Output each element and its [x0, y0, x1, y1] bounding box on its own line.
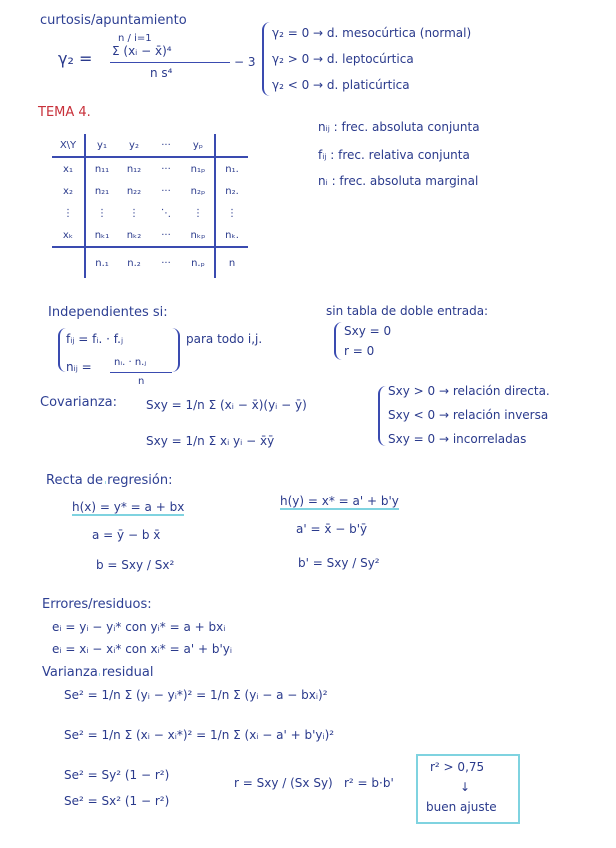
- r-squared: r² = b·b': [344, 776, 394, 790]
- cov-brace: [378, 386, 386, 446]
- indep-line2-den: n: [138, 376, 145, 387]
- table-cell: xₖ: [52, 224, 85, 247]
- box-top: r² > 0,75: [430, 760, 485, 774]
- indep-side-line-0: Sxy = 0: [344, 324, 392, 338]
- tema-label: TEMA 4.: [38, 105, 91, 120]
- recta-right-1: a' = x̄ − b'ȳ: [296, 522, 368, 536]
- curtosis-tail: − 3: [234, 55, 256, 69]
- table-cell: [52, 247, 85, 278]
- table-cell: n₁₂: [126, 163, 142, 175]
- table-cell: nₖ.: [225, 229, 239, 241]
- cov-case-1: Sxy < 0 → relación inversa: [388, 408, 549, 422]
- cov-case-0: Sxy > 0 → relación directa.: [388, 384, 550, 398]
- indep-side-title: sin tabla de doble entrada:: [326, 304, 489, 318]
- table-row: [52, 202, 248, 224]
- table-cell: x₁: [52, 157, 85, 180]
- indep-heading: Independientes si:: [48, 305, 168, 320]
- curtosis-case-1: γ₂ > 0 → d. leptocúrtica: [272, 52, 414, 66]
- table-cell: ⋮: [97, 207, 107, 219]
- table-cell: X\Y: [52, 134, 85, 157]
- recta-right-0: h(y) = x* = a' + b'y: [280, 494, 399, 508]
- down-arrow-icon: ↓: [460, 780, 471, 794]
- table-cell: y₂: [118, 134, 150, 157]
- varres-line-2: Se² = Sy² (1 − r²): [64, 768, 170, 782]
- cov-case-2: Sxy = 0 → incorreladas: [388, 432, 527, 446]
- recta-left-0: h(x) = y* = a + bx: [72, 500, 185, 514]
- cov-heading: Covarianza:: [40, 395, 118, 410]
- table-row: [52, 157, 248, 180]
- table-row: [52, 180, 248, 202]
- recta-right-2: b' = Sxy / Sy²: [298, 556, 380, 570]
- table-cell: n₁₁: [94, 163, 110, 175]
- table-cell: n: [215, 247, 248, 278]
- indep-note: para todo i,j.: [186, 332, 263, 346]
- varres-heading: Varianza residual: [42, 665, 154, 680]
- varres-line-3: Se² = Sx² (1 − r²): [64, 794, 170, 808]
- table-cell: x₂: [52, 180, 85, 202]
- curtosis-case-0: γ₂ = 0 → d. mesocúrtica (normal): [272, 26, 472, 40]
- table-header-row: [52, 134, 248, 157]
- indep-brace: [58, 328, 66, 372]
- table-cell: ⋮: [52, 202, 85, 224]
- table-cell: nₖₚ: [182, 224, 215, 247]
- def-nij: nᵢⱼ : frec. absoluta conjunta: [318, 120, 480, 134]
- table-cell: ⋮: [129, 207, 139, 219]
- curtosis-lhs: γ₂ =: [58, 49, 93, 68]
- cases-brace: [262, 22, 272, 96]
- table-row: [52, 224, 248, 247]
- table-cell: n₁ₚ: [182, 157, 215, 180]
- varres-line-1: Se² = 1/n Σ (xᵢ − xᵢ*)² = 1/n Σ (xᵢ − a' + b'yᵢ)²: [64, 728, 335, 742]
- recta-heading: Recta de regresión:: [46, 473, 173, 488]
- table-cell: ⋮: [182, 202, 215, 224]
- recta-left-1: a = ȳ − b x̄: [92, 528, 161, 542]
- table-cell: ⋮: [227, 207, 237, 219]
- errores-line-1: eᵢ = xᵢ − xᵢ* con xᵢ* = a' + b'yᵢ: [52, 642, 232, 656]
- table-cell: n.ₚ: [182, 247, 215, 278]
- curtosis-case-2: γ₂ < 0 → d. platicúrtica: [272, 78, 410, 92]
- table-footer-row: [52, 247, 248, 278]
- side-brace: [334, 322, 342, 360]
- table-cell: ···: [161, 163, 171, 175]
- cov-formula-1: Sxy = 1/n Σ (xᵢ − x̄)(yᵢ − ȳ): [146, 398, 307, 412]
- box-bottom: buen ajuste: [426, 800, 497, 814]
- recta-left-2: b = Sxy / Sx²: [96, 558, 175, 572]
- indep-line2-num: nᵢ. · n.ⱼ: [114, 357, 147, 368]
- table-cell: ···: [150, 247, 182, 278]
- table-cell: [215, 134, 248, 157]
- table-cell: n₂.: [225, 185, 239, 197]
- indep-right-brace: [172, 328, 180, 372]
- contingency-table: [52, 134, 248, 278]
- table-cell: ···: [161, 185, 171, 197]
- table-cell: ···: [150, 134, 182, 157]
- table-cell: n₁.: [225, 163, 239, 175]
- cov-formula-2: Sxy = 1/n Σ xᵢ yᵢ − x̄ȳ: [146, 434, 275, 448]
- indep-side-line-1: r = 0: [344, 344, 375, 358]
- indep-line1: fᵢⱼ = fᵢ. · f.ⱼ: [66, 332, 124, 346]
- r-formula: r = Sxy / (Sx Sy): [234, 776, 333, 790]
- def-fij: fᵢⱼ : frec. relativa conjunta: [318, 148, 470, 162]
- table-cell: nₖ₁: [94, 229, 110, 241]
- errores-heading: Errores/residuos:: [42, 597, 152, 612]
- curtosis-numerator: Σ (xᵢ − x̄)⁴: [112, 44, 172, 58]
- table-cell: n.₁: [85, 247, 118, 278]
- table-cell: ⋱: [161, 207, 171, 219]
- table-cell: n₂₂: [126, 185, 142, 197]
- def-ni: nᵢ : frec. absoluta marginal: [318, 174, 479, 188]
- curtosis-heading: curtosis/apuntamiento: [40, 13, 187, 28]
- curtosis-limits: n / i=1: [118, 33, 152, 44]
- table-cell: n₂₁: [94, 185, 110, 197]
- table-cell: yₚ: [182, 134, 215, 157]
- errores-line-0: eᵢ = yᵢ − yᵢ* con yᵢ* = a + bxᵢ: [52, 620, 226, 634]
- indep-line2-lhs: nᵢⱼ =: [66, 360, 92, 374]
- varres-line-0: Se² = 1/n Σ (yᵢ − yᵢ*)² = 1/n Σ (yᵢ − a − bxᵢ)²: [64, 688, 328, 702]
- table-cell: y₁: [85, 134, 118, 157]
- table-cell: ···: [161, 229, 171, 241]
- table-cell: n.₂: [118, 247, 150, 278]
- fraction-bar: [110, 62, 230, 63]
- curtosis-denominator: n s⁴: [150, 66, 173, 80]
- table-cell: nₖ₂: [126, 229, 142, 241]
- table-cell: n₂ₚ: [182, 180, 215, 202]
- fraction-bar: [110, 372, 172, 373]
